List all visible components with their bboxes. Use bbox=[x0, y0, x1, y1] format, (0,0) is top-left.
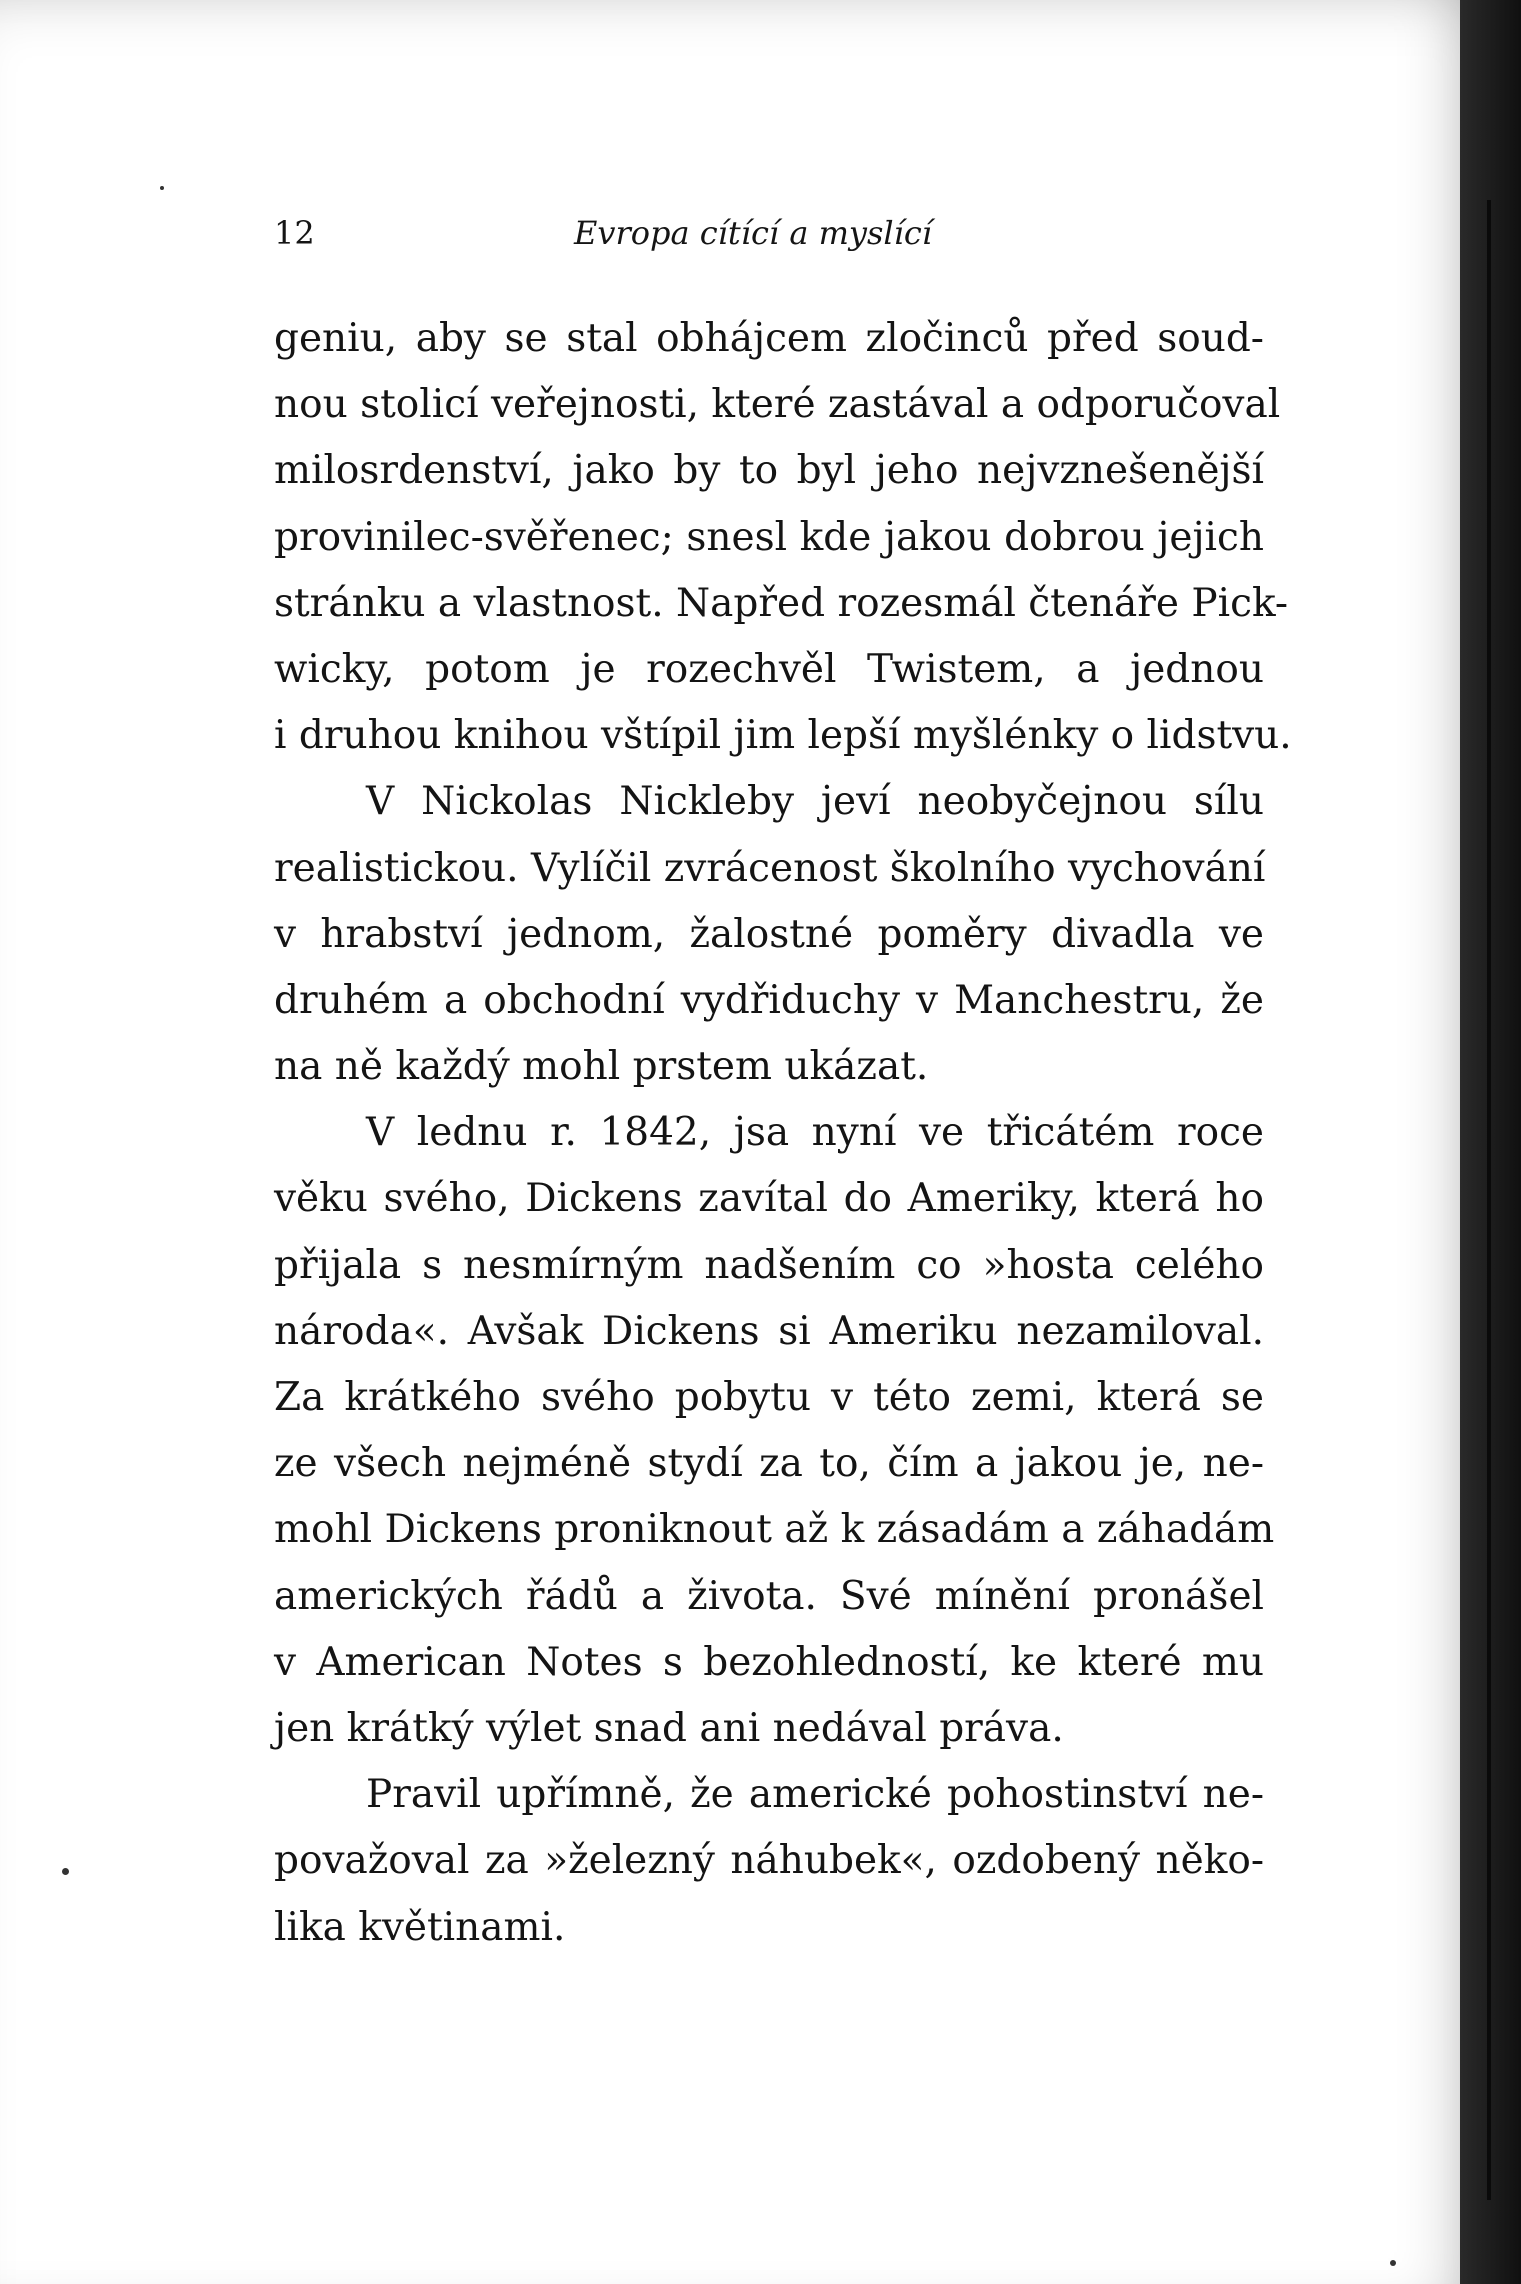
text-line: lika květinami. bbox=[274, 1904, 566, 1950]
text-line: přijala s nesmírným nadšením co »hosta celého bbox=[274, 1242, 1264, 1288]
text-line: V lednu r. 1842, jsa nyní ve třicátém roce bbox=[366, 1110, 1264, 1156]
text-line: v American Notes s bezohledností, ke které mu bbox=[274, 1639, 1264, 1685]
body-text bbox=[274, 306, 1292, 1961]
scan-speck bbox=[160, 186, 164, 190]
text-line: mohl Dickens proniknout až k zásadám a záhadám bbox=[274, 1507, 1275, 1553]
text-line: V Nickolas Nickleby jeví neobyčejnou sílu bbox=[366, 779, 1264, 825]
text-line: považoval za »železný náhubek«, ozdobený něko- bbox=[274, 1838, 1264, 1884]
text-line: jen krátký výlet snad ani nedával práva. bbox=[274, 1705, 1064, 1751]
text-line: stránku a vlastnost. Napřed rozesmál čtenáře Pick- bbox=[274, 580, 1289, 626]
text-line: wicky, potom je rozechvěl Twistem, a jednou bbox=[274, 646, 1264, 692]
text-line: věku svého, Dickens zavítal do Ameriky, která ho bbox=[274, 1176, 1264, 1222]
text-line: amerických řádů a života. Své mínění pronášel bbox=[274, 1573, 1264, 1619]
binding-edge bbox=[1487, 200, 1491, 2200]
paragraph-1 bbox=[274, 306, 1292, 769]
text-line: milosrdenství, jako by to byl jeho nejvznešenější bbox=[274, 448, 1264, 494]
text-line: národa«. Avšak Dickens si Ameriku nezamiloval. bbox=[274, 1308, 1264, 1354]
text-line: ze všech nejméně stydí za to, čím a jakou je, ne- bbox=[274, 1441, 1264, 1487]
scan-speck bbox=[62, 1868, 69, 1875]
paragraph-3 bbox=[274, 1100, 1275, 1762]
text-line: realistickou. Vylíčil zvrácenost školního vychování bbox=[274, 845, 1266, 891]
text-line: provinilec-svěřenec; snesl kde jakou dobrou jejich bbox=[274, 514, 1264, 560]
scan-speck bbox=[1390, 2260, 1396, 2266]
text-line: v hrabství jednom, žalostné poměry divadla ve bbox=[274, 911, 1264, 957]
text-line: geniu, aby se stal obhájcem zločinců před soud- bbox=[274, 316, 1264, 361]
text-line: Za krátkého svého pobytu v této zemi, která se bbox=[274, 1375, 1264, 1420]
text-line: nou stolicí veřejnosti, které zastával a odporučoval bbox=[274, 382, 1281, 428]
page-header bbox=[274, 214, 1274, 254]
text-line: i druhou knihou vštípil jim lepší myšlénky o lidstvu. bbox=[274, 713, 1292, 759]
text-line: na ně každý mohl prstem ukázat. bbox=[274, 1044, 929, 1090]
paragraph-4 bbox=[274, 1762, 1264, 1961]
text-line: druhém a obchodní vydřiduchy v Manchestru, že bbox=[274, 977, 1264, 1023]
paragraph-2 bbox=[274, 769, 1264, 1100]
page-number: 12 bbox=[274, 214, 315, 252]
text-line: Pravil upřímně, že americké pohostinství ne- bbox=[366, 1772, 1264, 1818]
running-title: Evropa cítící a myslící bbox=[574, 214, 933, 252]
